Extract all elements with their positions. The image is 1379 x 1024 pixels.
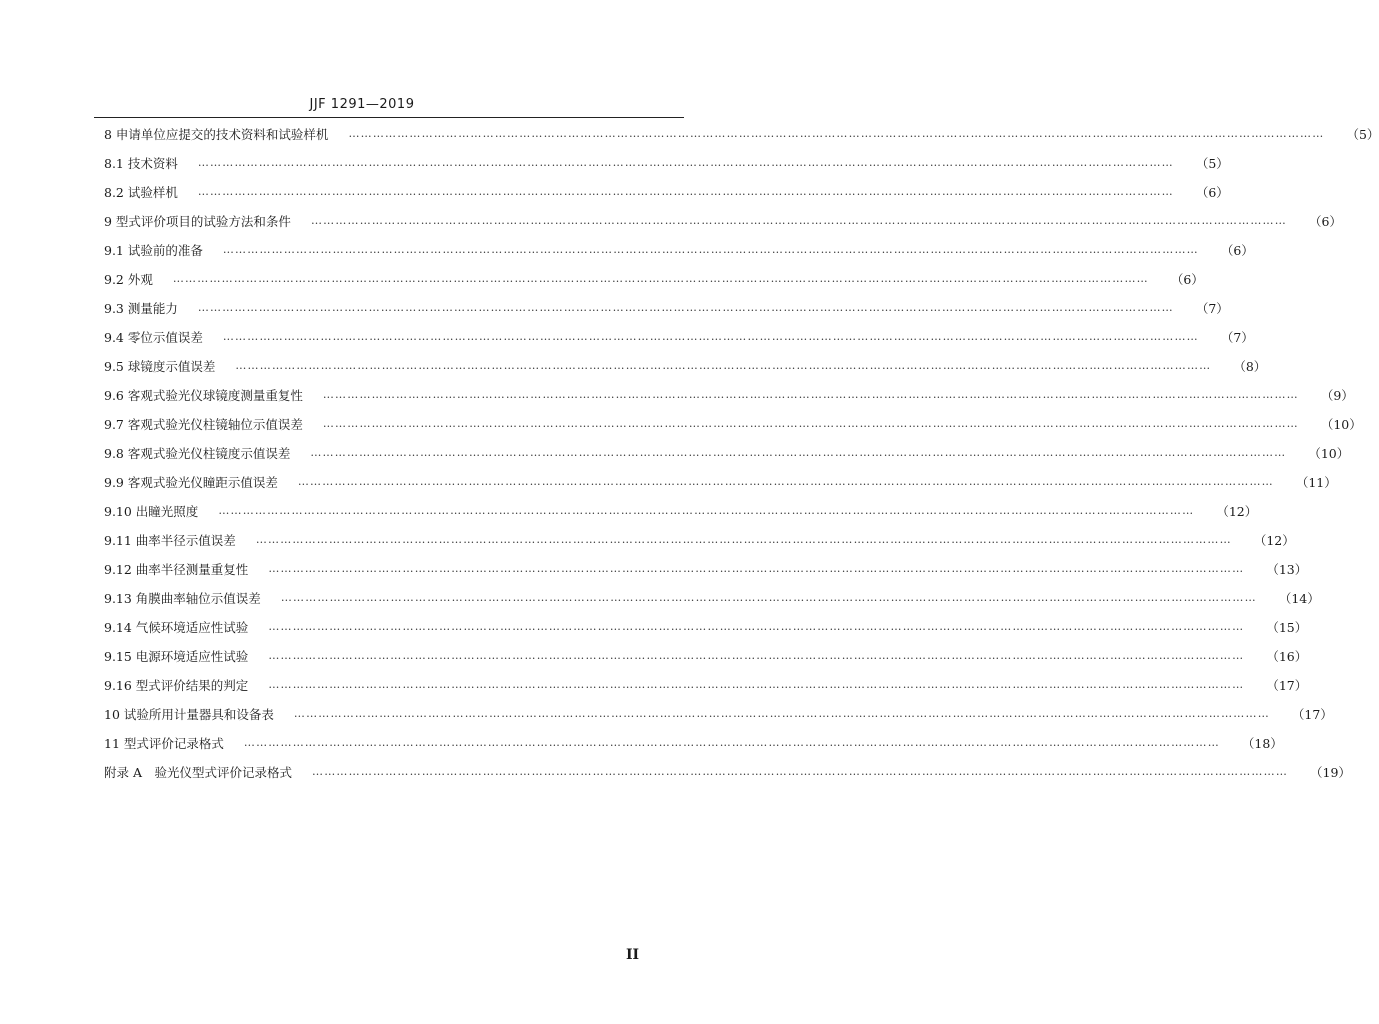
- toc-entry-page: （7）: [1220, 329, 1254, 345]
- toc-entry[interactable]: [104, 467, 1337, 496]
- toc-dot-leader: ……………………………………………………………………………………………………………………………………………………………………………………………………………………: [322, 388, 1299, 401]
- toc-entry[interactable]: [104, 351, 1267, 380]
- toc-entry-page: （18）: [1241, 735, 1283, 751]
- page-number: II: [626, 947, 640, 963]
- toc-entry-title: 9.1 试验前的准备: [104, 242, 203, 258]
- toc-entry[interactable]: [104, 177, 1229, 206]
- toc-dot-leader: ……………………………………………………………………………………………………………………………………………………………………………………………………………………: [348, 127, 1325, 140]
- toc-dot-leader: ……………………………………………………………………………………………………………………………………………………………………………………………………………………: [268, 562, 1245, 575]
- toc-entry-title: 8 申请单位应提交的技术资料和试验样机: [104, 126, 329, 142]
- table-of-contents: [104, 119, 1379, 786]
- toc-entry[interactable]: [104, 148, 1229, 177]
- toc-entry-page: （6）: [1220, 242, 1254, 258]
- toc-dot-leader: ……………………………………………………………………………………………………………………………………………………………………………………………………………………: [268, 678, 1245, 691]
- toc-entry-page: （17）: [1266, 677, 1308, 693]
- toc-entry[interactable]: [104, 438, 1350, 467]
- toc-dot-leader: ……………………………………………………………………………………………………………………………………………………………………………………………………………………: [280, 591, 1257, 604]
- toc-dot-leader: ……………………………………………………………………………………………………………………………………………………………………………………………………………………: [310, 214, 1287, 227]
- toc-dot-leader: ……………………………………………………………………………………………………………………………………………………………………………………………………………………: [255, 533, 1232, 546]
- toc-entry-title: 9 型式评价项目的试验方法和条件: [104, 213, 291, 229]
- toc-dot-leader: ……………………………………………………………………………………………………………………………………………………………………………………………………………………: [293, 707, 1270, 720]
- toc-entry[interactable]: [104, 612, 1308, 641]
- toc-entry[interactable]: [104, 757, 1351, 786]
- toc-entry-title: 10 试验所用计量器具和设备表: [104, 706, 274, 722]
- toc-entry[interactable]: [104, 583, 1320, 612]
- toc-dot-leader: ……………………………………………………………………………………………………………………………………………………………………………………………………………………: [235, 359, 1212, 372]
- toc-entry-page: （11）: [1295, 474, 1337, 490]
- toc-entry-title: 9.4 零位示值误差: [104, 329, 203, 345]
- toc-dot-leader: ……………………………………………………………………………………………………………………………………………………………………………………………………………………: [268, 649, 1245, 662]
- toc-entry[interactable]: [104, 293, 1229, 322]
- toc-entry[interactable]: [104, 699, 1333, 728]
- toc-entry[interactable]: [104, 322, 1254, 351]
- toc-entry-title: 9.14 气候环境适应性试验: [104, 619, 249, 635]
- toc-entry[interactable]: [104, 380, 1354, 409]
- toc-entry[interactable]: [104, 409, 1362, 438]
- toc-entry-title: 9.10 出瞳光照度: [104, 503, 199, 519]
- toc-entry[interactable]: [104, 641, 1308, 670]
- toc-dot-leader: ……………………………………………………………………………………………………………………………………………………………………………………………………………………: [310, 446, 1287, 459]
- toc-dot-leader: ……………………………………………………………………………………………………………………………………………………………………………………………………………………: [197, 185, 1174, 198]
- toc-entry-title: 9.2 外观: [104, 271, 153, 287]
- toc-entry-page: （7）: [1195, 300, 1229, 316]
- toc-entry-page: （9）: [1320, 387, 1354, 403]
- toc-entry-title: 9.11 曲率半径示值误差: [104, 532, 236, 548]
- toc-dot-leader: ……………………………………………………………………………………………………………………………………………………………………………………………………………………: [197, 156, 1174, 169]
- toc-entry-page: （15）: [1266, 619, 1308, 635]
- toc-dot-leader: ……………………………………………………………………………………………………………………………………………………………………………………………………………………: [222, 330, 1199, 343]
- toc-entry-title: 9.13 角膜曲率轴位示值误差: [104, 590, 261, 606]
- toc-entry-title: 附录 A 验光仪型式评价记录格式: [104, 764, 293, 780]
- toc-entry-page: （14）: [1278, 590, 1320, 606]
- toc-entry-title: 8.1 技术资料: [104, 155, 178, 171]
- toc-entry[interactable]: [104, 264, 1204, 293]
- toc-dot-leader: ……………………………………………………………………………………………………………………………………………………………………………………………………………………: [322, 417, 1299, 430]
- toc-entry-page: （6）: [1170, 271, 1204, 287]
- toc-dot-leader: ……………………………………………………………………………………………………………………………………………………………………………………………………………………: [222, 243, 1199, 256]
- toc-entry-title: 9.3 测量能力: [104, 300, 178, 316]
- toc-entry-page: （5）: [1195, 155, 1229, 171]
- toc-dot-leader: ……………………………………………………………………………………………………………………………………………………………………………………………………………………: [197, 301, 1174, 314]
- toc-entry-page: （5）: [1346, 126, 1379, 142]
- toc-entry-page: （10）: [1308, 445, 1350, 461]
- toc-entry[interactable]: [104, 728, 1283, 757]
- toc-entry[interactable]: [104, 206, 1342, 235]
- toc-entry-page: （19）: [1310, 764, 1351, 780]
- toc-entry-title: 8.2 试验样机: [104, 184, 178, 200]
- toc-entry-title: 9.5 球镜度示值误差: [104, 358, 216, 374]
- toc-entry-page: （16）: [1266, 648, 1308, 664]
- toc-entry-title: 9.15 电源环境适应性试验: [104, 648, 249, 664]
- toc-entry[interactable]: [104, 235, 1254, 264]
- toc-entry-page: （8）: [1233, 358, 1267, 374]
- toc-entry[interactable]: [104, 119, 1379, 148]
- toc-entry-page: （10）: [1320, 416, 1362, 432]
- document-header-title: JJF 1291—2019: [309, 97, 415, 112]
- toc-entry-page: （6）: [1195, 184, 1229, 200]
- toc-entry[interactable]: [104, 496, 1258, 525]
- toc-entry[interactable]: [104, 554, 1308, 583]
- header-rule: [94, 117, 684, 118]
- toc-entry-page: （12）: [1216, 503, 1258, 519]
- toc-entry-title: 9.8 客观式验光仪柱镜度示值误差: [104, 445, 291, 461]
- toc-dot-leader: ……………………………………………………………………………………………………………………………………………………………………………………………………………………: [268, 620, 1245, 633]
- toc-entry[interactable]: [104, 525, 1295, 554]
- toc-entry-title: 9.6 客观式验光仪球镜度测量重复性: [104, 387, 303, 403]
- toc-entry-page: （12）: [1253, 532, 1295, 548]
- toc-entry-page: （13）: [1266, 561, 1308, 577]
- toc-entry-title: 11 型式评价记录格式: [104, 735, 224, 751]
- toc-entry-title: 9.9 客观式验光仪瞳距示值误差: [104, 474, 278, 490]
- toc-dot-leader: ……………………………………………………………………………………………………………………………………………………………………………………………………………………: [297, 475, 1274, 488]
- toc-entry-title: 9.7 客观式验光仪柱镜轴位示值误差: [104, 416, 303, 432]
- toc-dot-leader: ……………………………………………………………………………………………………………………………………………………………………………………………………………………: [312, 765, 1289, 778]
- toc-entry-title: 9.12 曲率半径测量重复性: [104, 561, 249, 577]
- toc-entry[interactable]: [104, 670, 1308, 699]
- toc-entry-title: 9.16 型式评价结果的判定: [104, 677, 249, 693]
- toc-dot-leader: ……………………………………………………………………………………………………………………………………………………………………………………………………………………: [243, 736, 1220, 749]
- toc-dot-leader: ……………………………………………………………………………………………………………………………………………………………………………………………………………………: [172, 272, 1149, 285]
- toc-entry-page: （17）: [1291, 706, 1333, 722]
- toc-entry-page: （6）: [1308, 213, 1342, 229]
- toc-dot-leader: ……………………………………………………………………………………………………………………………………………………………………………………………………………………: [218, 504, 1195, 517]
